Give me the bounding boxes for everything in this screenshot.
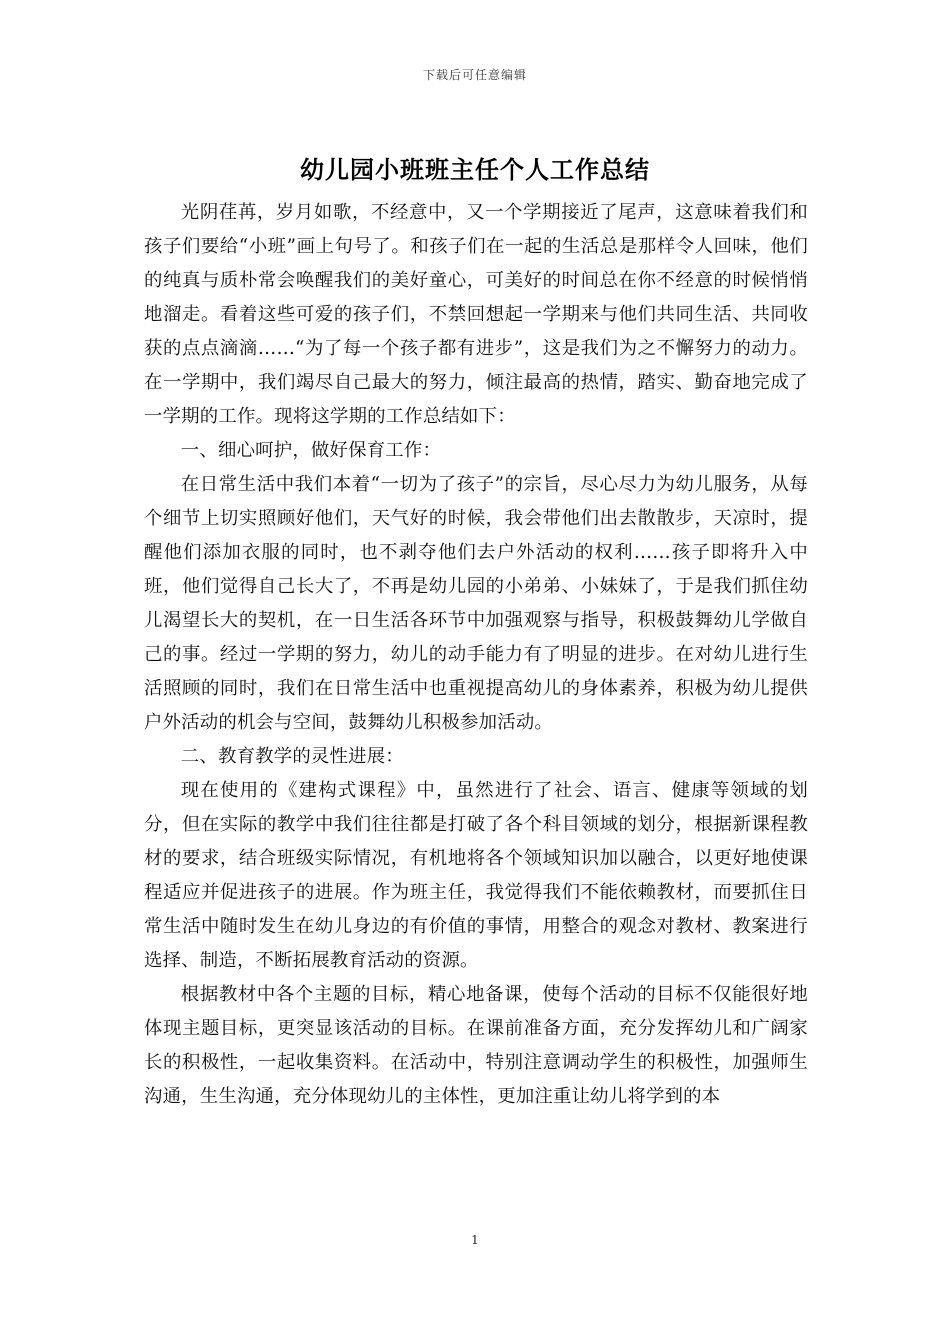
paragraph-care: 在日常生活中我们本着“一切为了孩子”的宗旨，尽心尽力为幼儿服务，从每个细节上切实照顾好他们，天气好的时候，我会带他们出去散散步，天凉时，提醒他们添加衣服的同时，也不剥夺他们去户外活动的权利……孩子即将升入中班，他们觉得自己长大了，不再是幼儿园的小弟弟、小妹妹了，于是我们抓住幼儿渴望长大的契机，在一日生活各环节中加强观察与指导，积极鼓舞幼儿学做自己的事。经过一学期的努力，幼儿的动手能力有了明显的进步。在对幼儿进行生活照顾的同时，我们在日常生活中也重视提高幼儿的身体素养，积极为幼儿提供户外活动的机会与空间，鼓舞幼儿积极参加活动。 [144, 474, 808, 733]
paragraph-intro: 光阴荏苒，岁月如歌，不经意中，又一个学期接近了尾声，这意味着我们和孩子们要给“小班”画上句号了。和孩子们在一起的生活总是那样令人回味，他们的纯真与质朴常会唤醒我们的美好童心，可美好的时间总在你不经意的时候悄悄地溜走。看着这些可爱的孩子们，不禁回想起一学期来与他们共同生活、共同收获的点点滴滴……“为了每一个孩子都有进步”，这是我们为之不懈努力的动力。在一学期中，我们竭尽自己最大的努力，倾注最高的热情，踏实、勤奋地完成了一学期的工作。现将这学期的工作总结如下： [144, 202, 808, 427]
document-title: 幼儿园小班班主任个人工作总结 [300, 155, 650, 184]
page-number: 1 [471, 1233, 479, 1247]
document-body [144, 196, 808, 1114]
paragraph-teaching: 现在使用的《建构式课程》中，虽然进行了社会、语言、健康等领域的划分，但在实际的教学中我们往往都是打破了各个科目领域的划分，根据新课程教材的要求，结合班级实际情况，有机地将各个领域知识加以融合，以更好地使课程适应并促进孩子的进展。作为班主任，我觉得我们不能依赖教材，而要抓住日常生活中随时发生在幼儿身边的有价值的事情，用整合的观念对教材、教案进行选择、制造，不断拓展教育活动的资源。 [144, 780, 808, 971]
section-heading-teaching: 二、教育教学的灵性进展： [180, 746, 404, 767]
paragraph-lesson-prep: 根据教材中各个主题的目标，精心地备课，使每个活动的目标不仅能很好地体现主题目标，更突显该活动的目标。在课前准备方面，充分发挥幼儿和广阔家长的积极性，一起收集资料。在活动中，特别注意调动学生的积极性，加强师生沟通，生生沟通，充分体现幼儿的主体性，更加注重让幼儿将学到的本 [144, 984, 808, 1107]
header-note: 下载后可任意编辑 [422, 68, 527, 82]
section-heading-care: 一、细心呵护，做好保育工作： [180, 440, 442, 461]
